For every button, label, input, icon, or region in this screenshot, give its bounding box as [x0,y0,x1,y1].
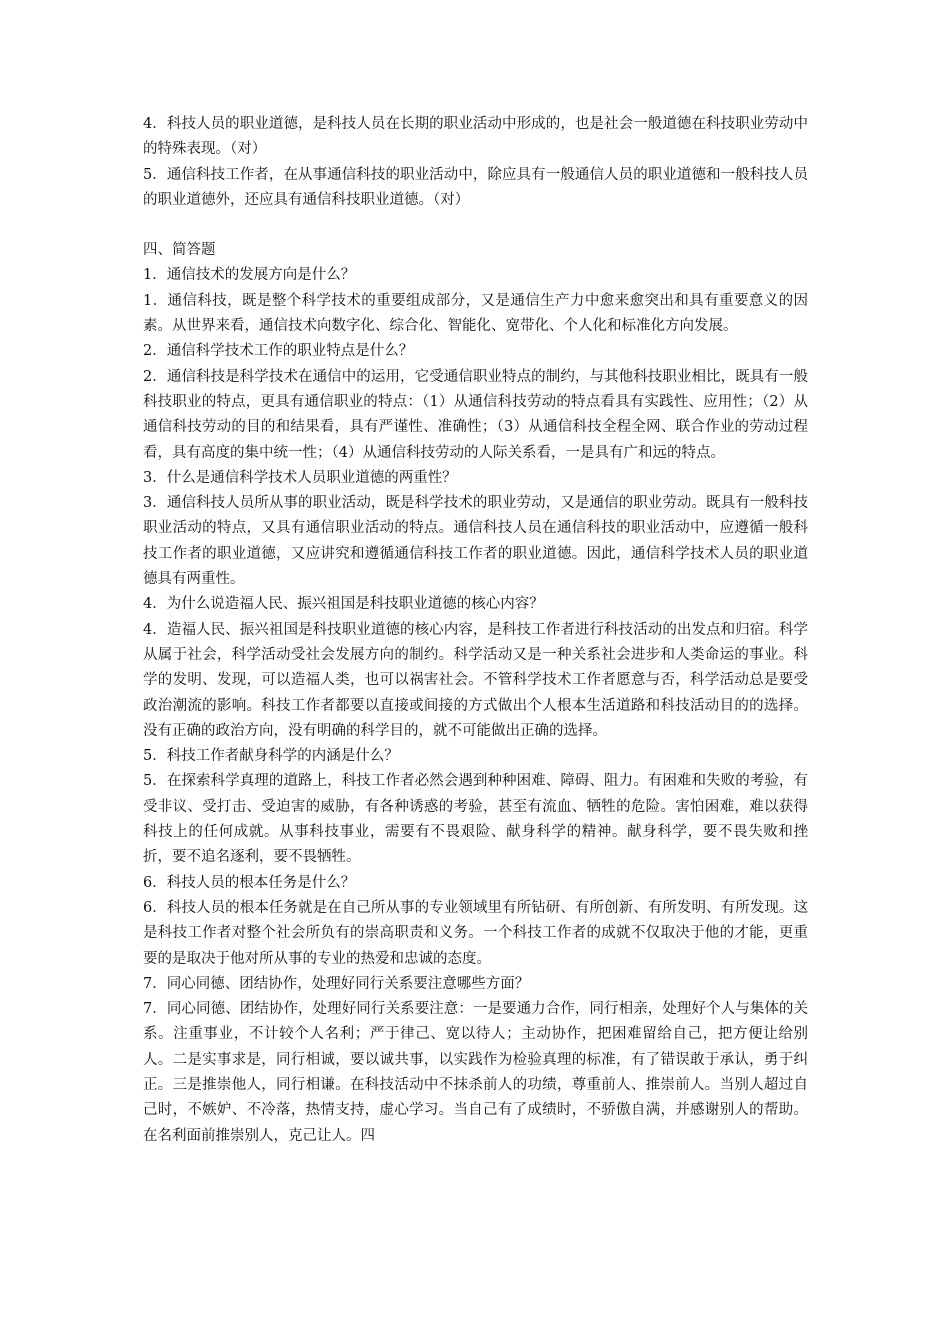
answer-7: 7．同心同德、团结协作，处理好同行关系要注意：一是要通力合作，同行相亲，处理好个人与集体的关系。注重事业，不计较个人名利；严于律己、宽以待人；主动协作，把困难留给自己，把方便让给别人。二是实事求是，同行相诚，要以诚共事，以实践作为检验真理的标准，有了错误敢于承认，勇于纠正。三是推崇他人，同行相谦。在科技活动中不抹杀前人的功绩，尊重前人、推崇前人。当别人超过自己时，不嫉妒、不冷落，热情支持，虚心学习。当自己有了成绩时，不骄傲自满，并感谢别人的帮助。在名利面前推崇别人，克己让人。四 [143,1001,808,1144]
answer-4: 4．造福人民、振兴祖国是科技职业道德的核心内容，是科技工作者进行科技活动的出发点和归宿。科学从属于社会，科学活动受社会发展方向的制约。科学活动又是一种关系社会进步和人类命运的事业。科学的发明、发现，可以造福人类，也可以祸害社会。不管科学技术工作者愿意与否，科学活动总是要受政治潮流的影响。科技工作者都要以直接或间接的方式做出个人根本生活道路和科技活动目的的选择。没有正确的政治方向，没有明确的科学目的，就不可能做出正确的选择。 [143,621,808,739]
section-spacer [143,213,808,238]
answer-5: 5．在探索科学真理的道路上，科技工作者必然会遇到种种困难、障碍、阻力。有困难和失败的考验，有受非议、受打击、受迫害的威胁，有各种诱惑的考验，甚至有流血、牺牲的危险。害怕困难，难以获得科技上的任何成就。从事科技事业，需要有不畏艰险、献身科学的精神。献身科学，要不畏失败和挫折，要不追名逐利，要不畏牺牲。 [143,773,808,866]
question-2: 2．通信科学技术工作的职业特点是什么？ [143,343,414,360]
statement-5: 5．通信科技工作者，在从事通信科技的职业活动中，除应具有一般通信人员的职业道德和一般科技人员的职业道德外，还应具有通信科技职业道德。（对） [143,166,808,208]
document-page [143,112,808,1149]
statement-4: 4．科技人员的职业道德，是科技人员在长期的职业活动中形成的，也是社会一般道德在科技职业劳动中的特殊表现。（对） [143,116,808,158]
answer-6: 6．科技人员的根本任务就是在自己所从事的专业领域里有所钻研、有所创新、有所发明、有所发现。这是科技工作者对整个社会所负有的崇高职责和义务。一个科技工作者的成就不仅取决于他的才能，更重要的是取决于他对所从事的专业的热爱和忠诚的态度。 [143,899,808,967]
question-4: 4．为什么说造福人民、振兴祖国是科技职业道德的核心内容？ [143,596,544,613]
answer-2: 2．通信科技是科学技术在通信中的运用，它受通信职业特点的制约，与其他科技职业相比，既具有一般科技职业的特点，更具有通信职业的特点：（1）从通信科技劳动的特点看具有实践性、应用性；（2）从通信科技劳动的目的和结果看，具有严谨性、准确性；（3）从通信科技全程全网、联合作业的劳动过程看，具有高度的集中统一性；（4）从通信科技劳动的人际关系看，一是具有广和远的特点。 [143,368,808,461]
section-title: 四、简答题 [143,242,216,259]
question-6: 6．科技人员的根本任务是什么？ [143,874,356,891]
question-1: 1．通信技术的发展方向是什么？ [143,267,356,284]
question-7: 7．同心同德、团结协作，处理好同行关系要注意哪些方面？ [143,975,530,992]
question-5: 5．科技工作者献身科学的内涵是什么？ [143,748,399,765]
question-3: 3．什么是通信科学技术人员职业道德的两重性？ [143,469,457,486]
answer-1: 1．通信科技，既是整个科学技术的重要组成部分，又是通信生产力中愈来愈突出和具有重要意义的因素。从世界来看，通信技术向数字化、综合化、智能化、宽带化、个人化和标准化方向发展。 [143,292,808,335]
answer-3: 3．通信科技人员所从事的职业活动，既是科学技术的职业劳动，又是通信的职业劳动。既具有一般科技职业活动的特点，又具有通信职业活动的特点。通信科技人员在通信科技的职业活动中，应遵循一般科技工作者的职业道德，又应讲究和遵循通信科技工作者的职业道德。因此，通信科学技术人员的职业道德具有两重性。 [143,495,808,588]
